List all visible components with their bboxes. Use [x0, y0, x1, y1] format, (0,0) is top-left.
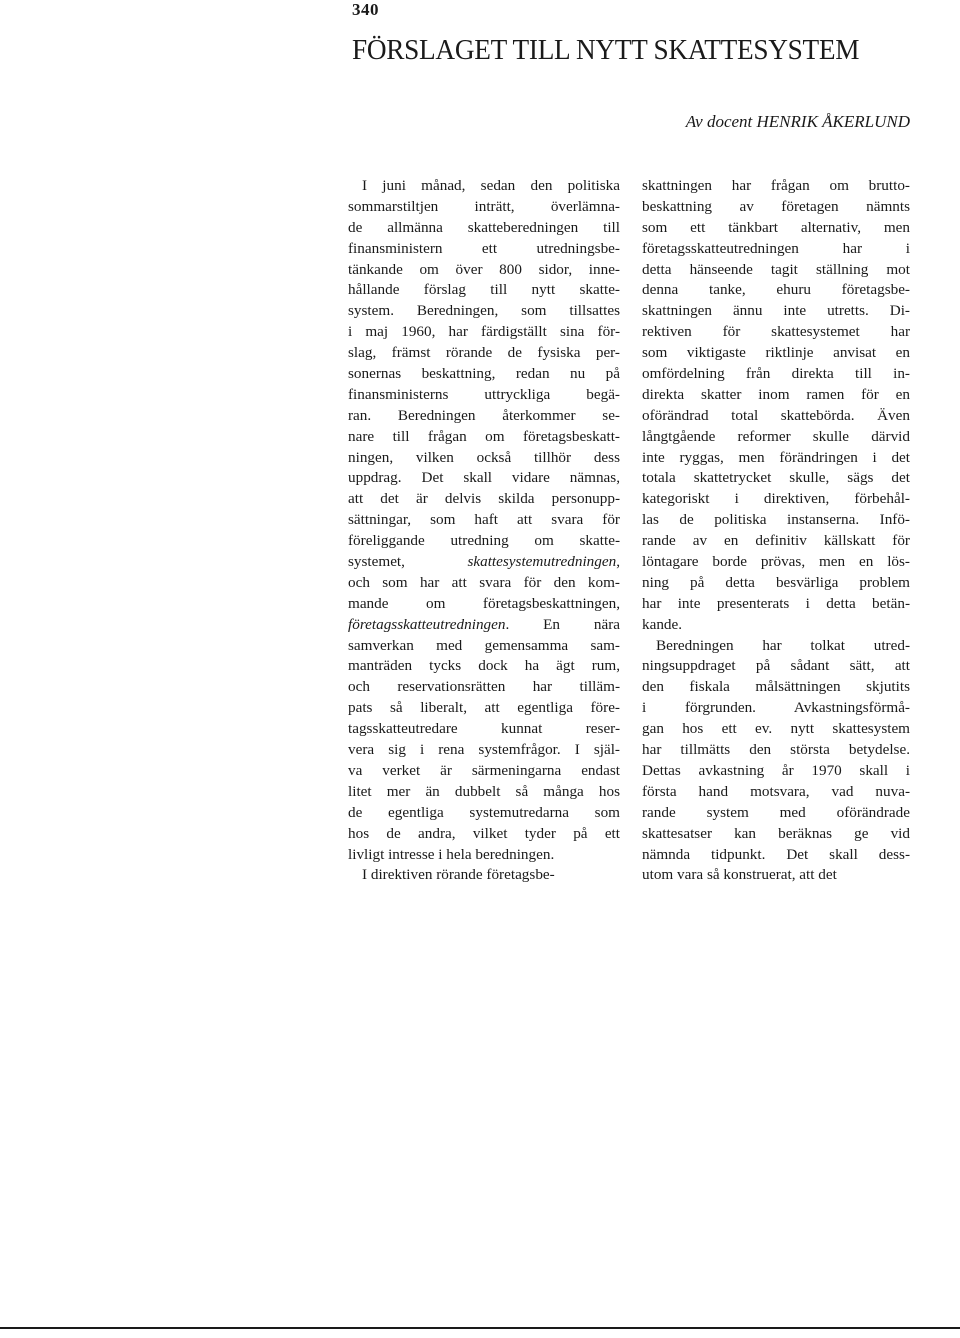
text-line: detta hänseende tagit ställning mot — [642, 260, 910, 278]
text-line: den fiskala målsättningen skjutits — [642, 678, 910, 696]
text-line: skattesatser kan beräknas ge vid — [642, 824, 910, 842]
text-line: rande system med oförändrade — [642, 803, 910, 821]
text-line: system. Beredningen, som tillsattes — [348, 302, 620, 320]
text-line: löntagare borde prövas, men en lös- — [642, 553, 910, 571]
text-line: vera sig i rena systemfrågor. I själ- — [348, 741, 620, 759]
text-line: skattningen har frågan om brutto- — [642, 177, 910, 194]
text-line: och som har att svara för den kom- — [348, 573, 620, 591]
text-line: tänkande om över 800 sidor, inne- — [348, 260, 620, 278]
text-line: företagsskatteutredningen. En nära — [348, 615, 620, 633]
text-line: företagsskatteutredningen har i — [642, 239, 910, 257]
page-number: 340 — [352, 0, 379, 19]
text-line: långtgående reformer skulle därvid — [642, 427, 910, 445]
text-line: de allmänna skatteberedningen till — [348, 218, 620, 236]
text-column-right — [642, 176, 910, 886]
text-line: ning på detta besvärliga problem — [642, 573, 910, 591]
text-line: finansministerns uttryckliga begä- — [348, 385, 620, 403]
text-line: gan hos ett ev. nytt skattesystem — [642, 720, 910, 738]
text-line: slag, främst rörande de fysiska per- — [348, 344, 620, 362]
text-line: pats så liberalt, att egentliga före- — [348, 699, 620, 717]
text-line: ran. Beredningen återkommer se- — [348, 406, 620, 424]
text-line: hållande förslag till nytt skatte- — [348, 281, 620, 299]
text-line: litet mer än dubbelt så många hos — [348, 782, 620, 800]
text-line: Dettas avkastning år 1970 skall i — [642, 761, 910, 779]
text-line: som viktigaste riktlinje anvisat en — [642, 344, 910, 362]
text-line: denna tanke, ehuru företagsbe- — [642, 281, 910, 299]
text-line: finansministern ett utredningsbe- — [348, 239, 620, 257]
article-title: FÖRSLAGET TILL NYTT SKATTESYSTEM — [352, 34, 860, 66]
text-line: som ett tänkbart alternativ, men — [642, 218, 910, 236]
text-line: att det är delvis skilda personupp- — [348, 490, 620, 508]
text-line: beskattning av företagen nämnts — [642, 197, 910, 215]
text-line: har inte presenterats i detta betän- — [642, 594, 910, 612]
text-line: kande. — [642, 615, 683, 633]
text-line: las de politiska instanserna. Infö- — [642, 511, 910, 529]
text-line: uppdrag. Det skall vidare nämnas, — [348, 469, 620, 487]
text-line: manträden tycks dock ha ägt rum, — [348, 657, 620, 675]
text-line: rande av en definitiv källskatt för — [642, 532, 910, 550]
text-line: samverkan med gemensamma sam- — [348, 636, 620, 654]
text-line: tagsskatteutredare kunnat reser- — [348, 720, 620, 738]
text-line: I direktiven rörande företagsbe- — [362, 866, 555, 884]
text-line: Beredningen har tolkat utred- — [656, 636, 910, 654]
article-byline: Av docent HENRIK ÅKERLUND — [685, 112, 910, 131]
text-line: kategoriskt i direktiven, förbehål- — [642, 490, 910, 508]
text-line: hos de andra, vilket tyder på ett — [348, 824, 620, 842]
text-line: i maj 1960, har färdigställt sina för- — [348, 323, 620, 341]
text-line: i förgrunden. Avkastningsförmå- — [642, 699, 910, 717]
text-line: de egentliga systemutredarna som — [348, 803, 620, 821]
text-line: I juni månad, sedan den politiska — [362, 177, 620, 194]
text-line: första hand motsvara, vad nuva- — [642, 782, 910, 800]
text-line: livligt intresse i hela beredningen. — [348, 845, 555, 863]
text-line: direkta skatter inom ramen för en — [642, 385, 910, 403]
text-line: oförändrad total skattebörda. Även — [642, 406, 910, 424]
text-line: sommarstiltjen inträtt, överlämna- — [348, 197, 620, 215]
text-line: nämnda tidpunkt. Det skall dess- — [642, 845, 910, 863]
text-line: inte ryggas, men förändringen i det — [642, 448, 910, 466]
text-line: har tillmätts den största betydelse. — [642, 741, 910, 759]
text-line: nare till frågan om företagsbeskatt- — [348, 427, 620, 445]
bottom-rule — [0, 1327, 960, 1329]
text-line: och reservationsrätten har tilläm- — [348, 678, 620, 696]
text-line: sättningar, som haft att svara för — [348, 511, 620, 529]
text-line: ningen, vilken också tillhör dess — [348, 448, 620, 466]
text-line: rektiven för skattesystemet har — [642, 323, 910, 341]
text-line: skattningen ännu inte utretts. Di- — [642, 302, 910, 320]
text-line: systemet, skattesystemutredningen, — [348, 553, 620, 571]
text-line: totala skattetrycket skulle, sägs det — [642, 469, 910, 487]
text-line: föreliggande utredning om skatte- — [348, 532, 620, 550]
text-line: mande om företagsbeskattningen, — [348, 594, 620, 612]
text-line: sonernas beskattning, redan nu på — [348, 365, 620, 383]
text-column-left — [348, 176, 620, 886]
text-line: ningsuppdraget på sådant sätt, att — [642, 657, 910, 675]
text-line: va verket är särmeningarna endast — [348, 761, 620, 779]
text-line: utom vara så konstruerat, att det — [642, 866, 837, 884]
text-line: omfördelning från direkta till in- — [642, 365, 910, 383]
